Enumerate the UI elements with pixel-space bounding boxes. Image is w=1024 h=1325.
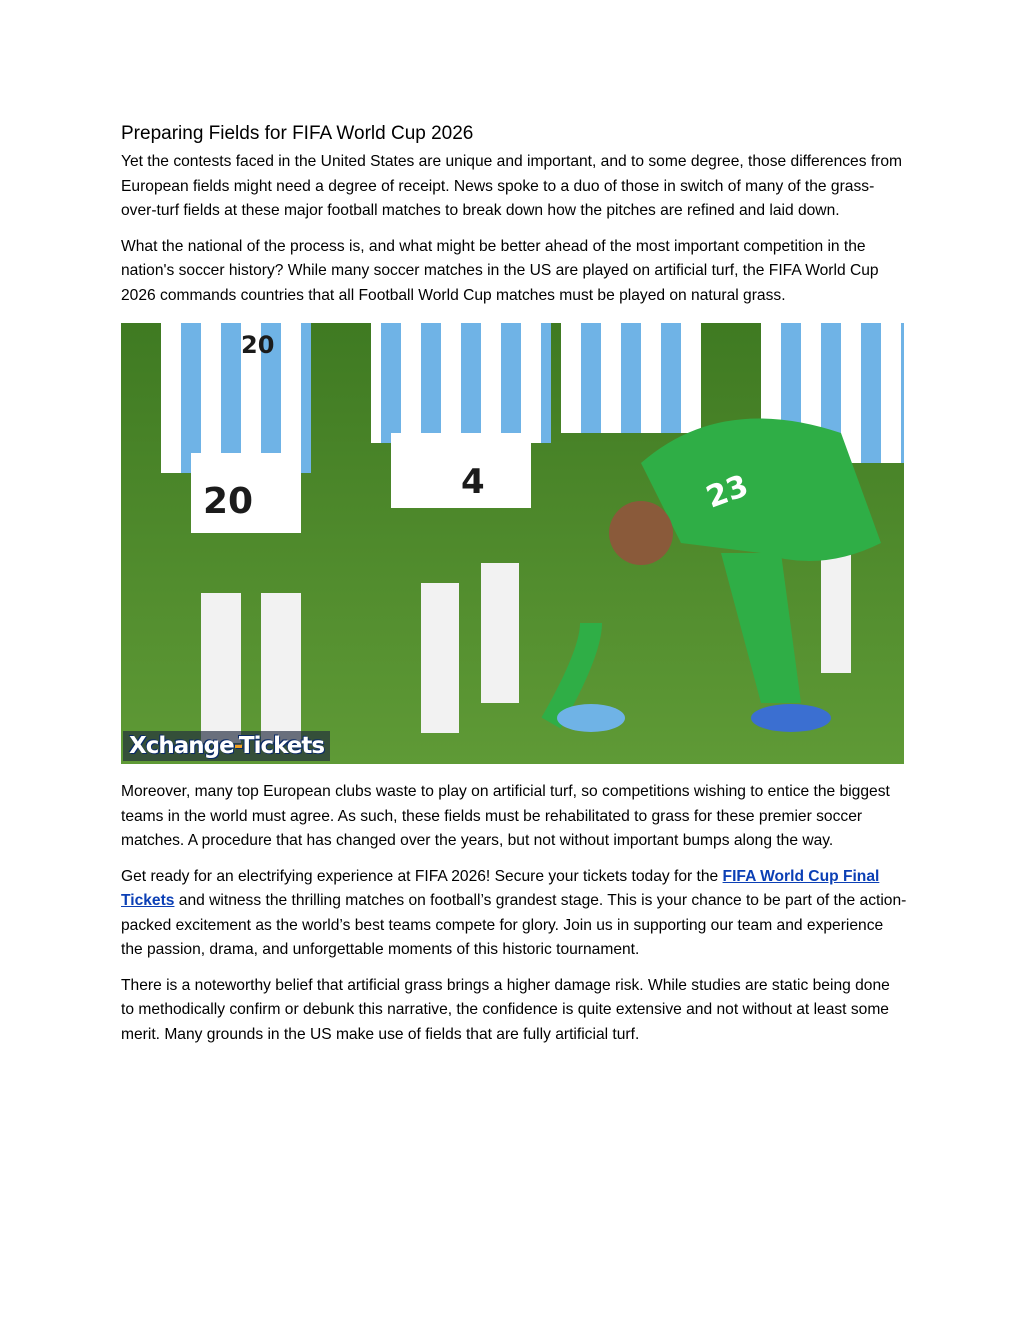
jersey-number-20-shorts: 20 [203,481,254,522]
jersey-number-20-back: 20 [241,331,275,359]
paragraph-5: There is a noteworthy belief that artificial grass brings a higher damage risk. While studies are static being done to methodically confirm or debunk this narrative, the confidence is quite extensive and not without at least some merit. Many grounds in the US make use of fields that are fully artificial turf. [121,976,890,1043]
paragraph-4-intro: Get ready for an electrifying experience at FIFA 2026! Secure your tickets today for the [121,867,723,885]
paragraph-2: What the national of the process is, and what might be better ahead of the most important competition in the nation's soccer history? While many soccer matches in the US are played on artificial turf, the FIFA World Cup 2026 commands countries that all Football World Cup matches must be played on natural grass. [121,237,879,304]
article-title: Preparing Fields for FIFA World Cup 2026 [121,123,474,144]
article-photo [121,323,904,764]
fifa-world-cup-final-tickets-link[interactable]: FIFA World Cup Final Tickets [121,867,880,909]
xchange-tickets-watermark-logo: Xchange-Tickets [123,731,330,761]
paragraph-3: Moreover, many top European clubs waste to play on artificial turf, so competitions wishing to entice the biggest teams in the world must agree. As such, these fields must be rehabilitated to grass for these premier soccer matches. A procedure that has changed over the years, but not without important bumps along the way. [121,783,890,849]
paragraph-4-rest: and witness the thrilling matches on football’s grandest stage. This is your chance to be part of the action-packed excitement as the world’s best teams compete for glory. Join us in supporting our team and experience the passion, drama, and unforgettable moments of this historic tournament. [121,892,907,958]
jersey-number-4-shorts: 4 [461,462,485,502]
jersey-number-23: 23 [701,468,753,516]
article-body [121,122,907,1058]
paragraph-1: Yet the contests faced in the United States are unique and important, and to some degree, those differences from European fields might need a degree of receipt. News spoke to a duo of those in switch of many of the grass-over-turf fields at these major football matches to break down how the pitches are refined and laid down. [121,153,903,219]
paragraph-4 [121,865,907,963]
players-on-pitch-illustration [121,323,904,764]
